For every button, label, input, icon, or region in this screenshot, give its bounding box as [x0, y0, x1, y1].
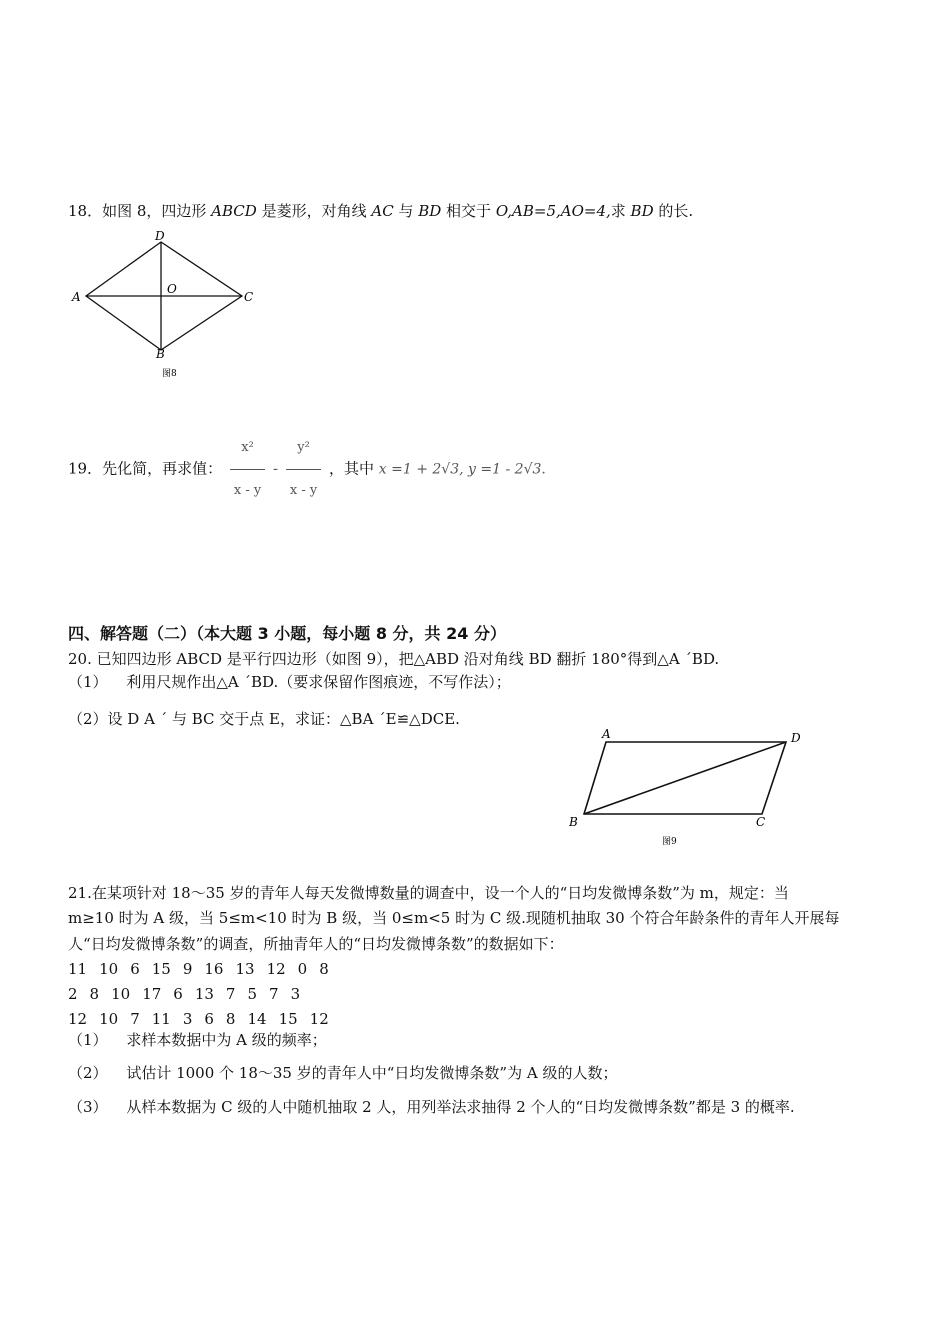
- q21-sub1: [68, 1030, 327, 1050]
- fraction-1: [230, 428, 265, 511]
- q21-sub1-number: （1）: [68, 1031, 108, 1049]
- data-value: 10: [111, 985, 131, 1003]
- q18-ac: AC: [371, 202, 394, 220]
- data-row-1: [68, 959, 341, 979]
- data-value: 10: [99, 1010, 119, 1028]
- q21-line1: 21.在某项针对 18～35 岁的青年人每天发微博数量的调查中，设一个人的“日均发微博条数”为 m，规定：当: [68, 884, 789, 902]
- q20-sub1-text: 利用尺规作出△A ´BD.（要求保留作图痕迹，不写作法）；: [126, 673, 511, 691]
- q18-mid1: 是菱形，对角线: [256, 202, 372, 220]
- q18-mid3: 相交于: [441, 202, 496, 220]
- data-value: 15: [151, 960, 171, 978]
- data-value: 6: [204, 1010, 214, 1028]
- q20-sub1: [68, 672, 511, 692]
- minus-sign: -: [273, 459, 279, 478]
- fraction-1-numerator: x²: [230, 428, 265, 470]
- data-value: 3: [290, 985, 301, 1003]
- section4-heading: 四、解答题（二）（本大题 3 小题，每小题 8 分，共 24 分）: [68, 624, 506, 643]
- data-value: 11: [151, 1010, 171, 1028]
- q21-sub3-text: 从样本数据为 C 级的人中随机抽取 2 人，用列举法求抽得 2 个人的“日均发微博条数”都是 3 的概率.: [126, 1098, 795, 1116]
- q19-values: x =1 + 2√3, y =1 - 2√3.: [378, 461, 546, 478]
- q18-mid2: 与: [393, 202, 419, 220]
- fraction-1-denominator: x - y: [233, 483, 262, 498]
- data-value: 2: [68, 985, 78, 1003]
- data-value: 11: [68, 960, 88, 978]
- q18-condition: O,AB=5,AO=4,: [495, 202, 611, 220]
- diagonal-bd: [584, 742, 786, 814]
- data-value: 16: [204, 960, 224, 978]
- data-value: 7: [130, 1010, 140, 1028]
- q21-sub2-text: 试估计 1000 个 18～35 岁的青年人中“日均发微博条数”为 A 级的人数；: [126, 1064, 618, 1082]
- q20-sub1-number: （1）: [68, 673, 108, 691]
- fraction-2-numerator: y²: [286, 428, 321, 470]
- q18-end: 的长.: [653, 202, 694, 220]
- q20-line1: 20. 已知四边形 ABCD 是平行四边形（如图 9），把△ABD 沿对角线 BD 翻折 180°得到△A ´BD.: [68, 650, 720, 668]
- data-row-3: [68, 1009, 341, 1029]
- fraction-2-denominator: x - y: [289, 483, 318, 498]
- label-b: B: [569, 815, 578, 829]
- fraction-2: [286, 428, 321, 511]
- q18-text: [68, 201, 693, 221]
- q18-rhombus-figure: [64, 228, 264, 378]
- label-a: A: [602, 727, 611, 741]
- q20-parallelogram-figure: [560, 722, 820, 852]
- label-d: D: [791, 731, 801, 745]
- data-value: 12: [266, 960, 286, 978]
- data-value: 0: [297, 960, 308, 978]
- data-value: 12: [309, 1010, 329, 1028]
- label-d: D: [155, 229, 165, 243]
- label-b: B: [156, 347, 165, 361]
- label-c: C: [756, 815, 766, 829]
- figure9-caption: 图9: [662, 837, 677, 847]
- q18-bd: BD: [418, 202, 442, 220]
- data-value: 17: [142, 985, 162, 1003]
- data-value: 7: [225, 985, 236, 1003]
- q19-prefix: 19．先化简，再求值：: [68, 459, 223, 478]
- data-value: 15: [278, 1010, 298, 1028]
- data-value: 13: [194, 985, 214, 1003]
- data-value: 8: [89, 985, 100, 1003]
- data-row-2: [68, 984, 312, 1004]
- data-value: 8: [319, 960, 329, 978]
- label-a: A: [72, 290, 81, 304]
- q18-mid4: 求: [610, 202, 631, 220]
- q18-bd2: BD: [630, 202, 654, 220]
- q19-text: [68, 428, 546, 498]
- data-value: 12: [68, 1010, 88, 1028]
- q21-sub3: [68, 1097, 795, 1117]
- q21-sub3-number: （3）: [68, 1098, 108, 1116]
- q21-line3: 人“日均发微博条数”的调查，所抽青年人的“日均发微博条数”的数据如下：: [68, 935, 564, 953]
- q21-sub2: [68, 1063, 617, 1083]
- q21-sub2-number: （2）: [68, 1064, 108, 1082]
- q21-sub1-text: 求样本数据中为 A 级的频率；: [126, 1031, 327, 1049]
- data-value: 10: [99, 960, 119, 978]
- q19-mid: ，其中: [328, 459, 374, 478]
- data-value: 6: [173, 985, 183, 1003]
- data-value: 3: [182, 1010, 193, 1028]
- data-value: 9: [182, 960, 193, 978]
- q20-sub2: （2）设 D A ´ 与 BC 交于点 E，求证：△BA ´E≌△DCE.: [68, 710, 460, 728]
- q18-abcd: ABCD: [211, 202, 257, 220]
- data-value: 8: [225, 1010, 236, 1028]
- data-value: 14: [247, 1010, 267, 1028]
- label-o: O: [167, 282, 177, 296]
- data-value: 7: [269, 985, 279, 1003]
- q18-prefix: 18．如图 8，四边形: [68, 202, 212, 220]
- data-value: 13: [235, 960, 255, 978]
- label-c: C: [244, 290, 254, 304]
- data-value: 5: [247, 985, 258, 1003]
- figure8-caption: 图8: [162, 369, 177, 378]
- data-value: 6: [130, 960, 140, 978]
- q21-line2: m≥10 时为 A 级，当 5≤m<10 时为 B 级，当 0≤m<5 时为 C 级.现随机抽取 30 个符合年龄条件的青年人开展每: [68, 909, 840, 927]
